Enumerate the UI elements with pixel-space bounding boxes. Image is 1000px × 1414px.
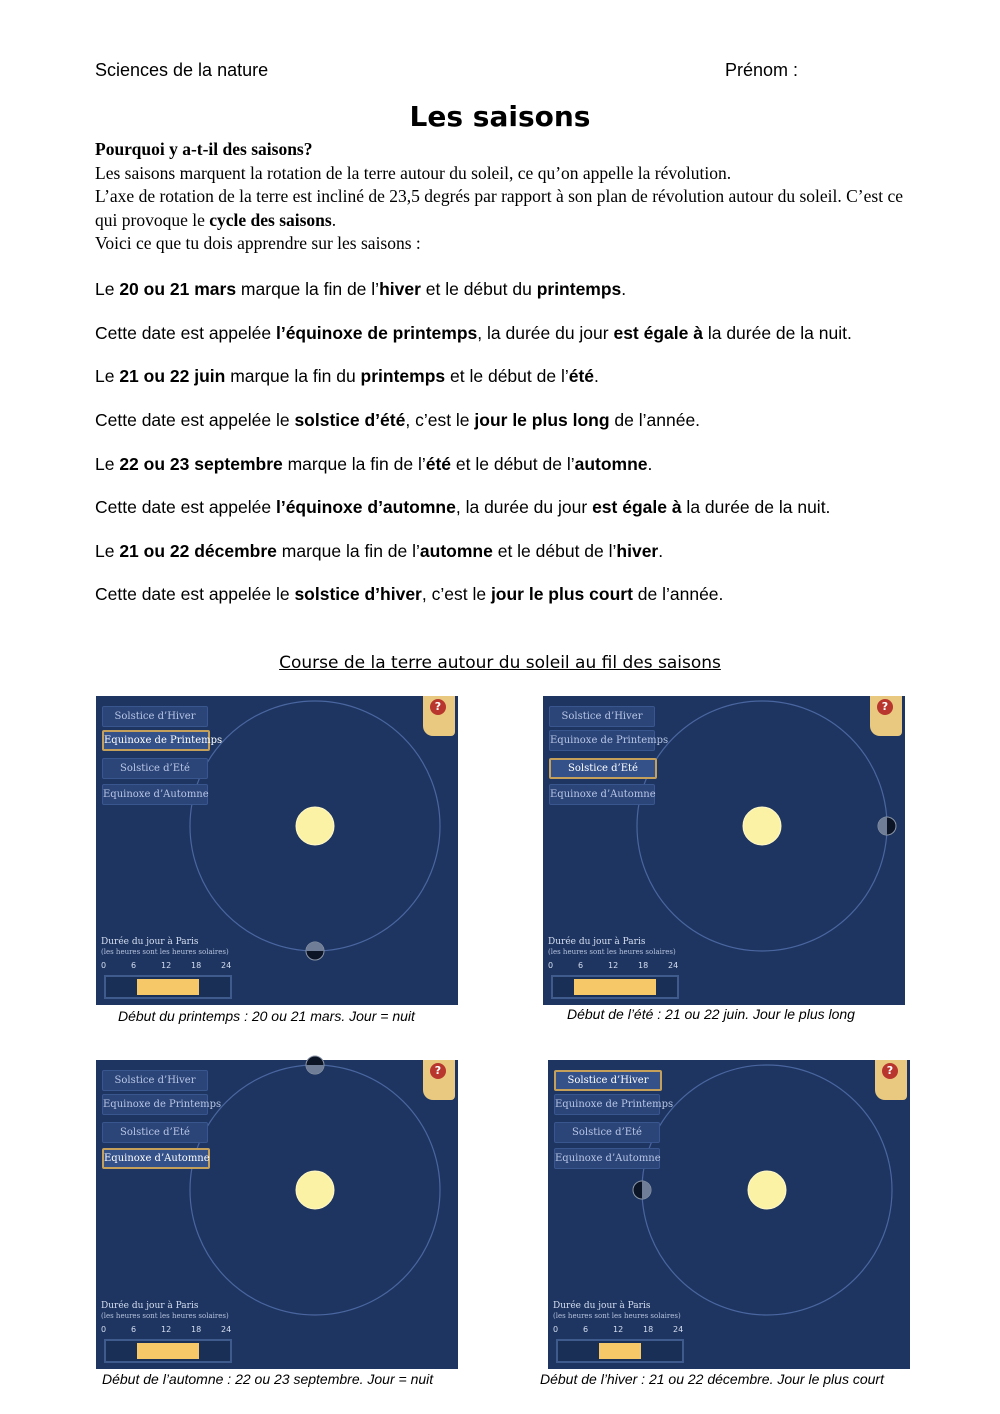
equinox-autumn-button[interactable]: Equinoxe d’Automne [554,1148,660,1169]
fact-text: marque la fin de l’ [236,279,380,299]
fact-text: Cette date est appelée [95,323,276,343]
hour-tick-label: 12 [608,961,619,970]
fact-text: , c’est le [405,410,475,430]
hour-tick-label: 12 [161,961,172,970]
hour-tick-label: 24 [221,1325,232,1334]
intro-line-3: Voici ce que tu dois apprendre sur les saisons : [95,233,421,253]
fact-keyword: printemps [360,366,446,386]
fact-line [95,541,945,562]
hour-tick-label: 0 [101,1325,107,1334]
hour-tick-label: 18 [638,961,649,970]
hour-tick-label: 18 [191,961,202,970]
fact-line [95,323,945,344]
fact-keyword: 22 ou 23 septembre [119,454,283,474]
equinox-spring-button[interactable]: Equinoxe de Printemps [102,730,210,751]
panel-caption: Début de l’hiver : 21 ou 22 décembre. Jour le plus court [540,1371,884,1387]
fact-keyword: 21 ou 22 décembre [119,541,277,561]
equinox-spring-button[interactable]: Equinoxe de Printemps [549,730,655,751]
day-duration-subtitle: (les heures sont les heures solaires) [553,1312,681,1320]
solstice-winter-button[interactable]: Solstice d’Hiver [102,1070,208,1091]
equinox-autumn-button[interactable]: Equinoxe d’Automne [102,1148,210,1169]
fact-line [95,454,945,475]
fact-keyword: hiver [616,541,659,561]
hour-tick-label: 12 [161,1325,172,1334]
fact-keyword: hiver [379,279,421,299]
fact-text: , c’est le [421,584,491,604]
fact-text: . [621,279,627,299]
solstice-summer-button[interactable]: Solstice d’Eté [554,1122,660,1143]
panel-caption: Début du printemps : 20 ou 21 mars. Jour = nuit [118,1008,415,1024]
help-corner [423,1060,455,1100]
solstice-summer-button[interactable]: Solstice d’Eté [102,758,208,779]
solstice-winter-button[interactable]: Solstice d’Hiver [549,706,655,727]
intro-line-2 [95,185,915,232]
fact-line [95,410,945,431]
orbit-simulation-panel [96,696,458,1005]
daylight-fill [574,979,657,995]
hour-tick-label: 6 [131,1325,137,1334]
fact-text: de l’année. [632,584,724,604]
fact-text: et le début du [420,279,537,299]
sun-icon [296,1171,334,1209]
fact-text: Cette date est appelée [95,497,276,517]
orbit-simulation-panel [96,1060,458,1369]
equinox-autumn-button[interactable]: Equinoxe d’Automne [102,784,208,805]
sun-icon [748,1171,786,1209]
day-duration-title: Durée du jour à Paris [553,1301,651,1311]
fact-keyword: 21 ou 22 juin [119,366,226,386]
fact-text: . [594,366,599,386]
solstice-winter-button[interactable]: Solstice d’Hiver [102,706,208,727]
fact-line [95,497,945,518]
help-icon[interactable]: ? [882,1063,898,1079]
hour-tick-label: 24 [668,961,679,970]
intro-line-1: Les saisons marquent la rotation de la terre autour du soleil, ce qu’on appelle la révolution. [95,162,732,183]
fact-keyword: l’équinoxe d’automne [275,497,456,517]
panel-caption: Début de l’été : 21 ou 22 juin. Jour le plus long [567,1006,855,1022]
day-duration-title: Durée du jour à Paris [101,937,199,947]
hour-tick-label: 18 [191,1325,202,1334]
hour-tick-label: 24 [221,961,232,970]
page-title: Les saisons [409,100,591,133]
fact-text: marque la fin de l’ [282,454,426,474]
day-duration-subtitle: (les heures sont les heures solaires) [101,1312,229,1320]
fact-keyword: printemps [536,279,622,299]
day-duration-title: Durée du jour à Paris [101,1301,199,1311]
fact-text: et le début de l’ [492,541,617,561]
earth-lit-side [306,942,324,951]
fact-text: , la durée du jour [455,497,593,517]
fact-keyword: 20 ou 21 mars [119,279,237,299]
solstice-summer-button[interactable]: Solstice d’Eté [102,1122,208,1143]
day-duration-subtitle: (les heures sont les heures solaires) [548,948,676,956]
fact-keyword: jour le plus court [490,584,633,604]
solstice-winter-button[interactable]: Solstice d’Hiver [554,1070,662,1091]
figure-title: Course de la terre autour du soleil au fil des saisons [279,653,721,673]
hour-tick-label: 12 [613,1325,624,1334]
equinox-spring-button[interactable]: Equinoxe de Printemps [102,1094,208,1115]
fact-keyword: solstice d’été [294,410,406,430]
fact-keyword: solstice d’hiver [294,584,422,604]
fact-line [95,584,945,605]
fact-text: . [658,541,664,561]
earth-lit-side [306,1065,324,1074]
fact-keyword: automne [574,454,648,474]
solstice-summer-button[interactable]: Solstice d’Eté [549,758,657,779]
intro-paragraph [95,138,915,256]
day-duration-bar [556,1339,684,1363]
hour-tick-label: 0 [548,961,554,970]
panel-caption: Début de l’automne : 22 ou 23 septembre. Jour = nuit [102,1371,434,1387]
intro-line-2-end: . [331,209,337,230]
daylight-fill [137,1343,199,1359]
fact-text: et le début de l’ [445,366,569,386]
fact-text: , la durée du jour [477,323,614,343]
fact-keyword: été [425,454,452,474]
hour-tick-label: 6 [131,961,137,970]
fact-text: Cette date est appelée le [95,410,295,430]
fact-text: de l’année. [609,410,701,430]
fact-text: Le [95,454,120,474]
intro-line-2-bold: cycle des saisons [209,209,332,230]
subject-label: Sciences de la nature [95,60,269,80]
fact-text: la durée de la nuit. [702,323,852,343]
equinox-autumn-button[interactable]: Equinoxe d’Automne [549,784,655,805]
sun-icon [743,807,781,845]
day-duration-title: Durée du jour à Paris [548,937,646,947]
earth-lit-side [642,1181,651,1199]
daylight-fill [137,979,199,995]
name-label: Prénom : [725,60,799,80]
intro-line-2-text: L’axe de rotation de la terre est incliné de 23,5 degrés par rapport à son plan de révolution autour du soleil. C’est ce qui provoque le [95,186,903,230]
intro-question: Pourquoi y a-t-il des saisons? [95,139,313,159]
hour-tick-label: 6 [583,1325,589,1334]
help-icon[interactable]: ? [430,1063,446,1079]
fact-line [95,366,945,387]
fact-keyword: est égale à [613,323,703,343]
fact-keyword: l’équinoxe de printemps [275,323,478,343]
fact-keyword: été [568,366,595,386]
help-icon[interactable]: ? [430,699,446,715]
day-duration-bar [551,975,679,999]
hour-tick-label: 0 [101,961,107,970]
fact-text: Le [95,541,120,561]
fact-keyword: est égale à [592,497,682,517]
day-duration-bar [104,1339,232,1363]
help-corner [423,696,455,736]
day-duration-bar [104,975,232,999]
sun-icon [296,807,334,845]
fact-text: la durée de la nuit. [681,497,831,517]
fact-text: et le début de l’ [451,454,575,474]
help-corner [875,1060,907,1100]
fact-keyword: automne [419,541,493,561]
fact-text: marque la fin de l’ [276,541,420,561]
fact-text: . [647,454,653,474]
hour-tick-label: 24 [673,1325,684,1334]
hour-tick-label: 0 [553,1325,559,1334]
fact-line [95,279,945,300]
help-icon[interactable]: ? [877,699,893,715]
daylight-fill [599,1343,640,1359]
fact-keyword: jour le plus long [474,410,610,430]
fact-text: marque la fin du [225,366,361,386]
day-duration-subtitle: (les heures sont les heures solaires) [101,948,229,956]
fact-text: Le [95,279,120,299]
hour-tick-label: 18 [643,1325,654,1334]
equinox-spring-button[interactable]: Equinoxe de Printemps [554,1094,660,1115]
help-corner [870,696,902,736]
fact-text: Le [95,366,120,386]
orbit-simulation-panel [548,1060,910,1369]
hour-tick-label: 6 [578,961,584,970]
fact-text: Cette date est appelée le [95,584,295,604]
earth-lit-side [878,817,887,835]
orbit-simulation-panel [543,696,905,1005]
